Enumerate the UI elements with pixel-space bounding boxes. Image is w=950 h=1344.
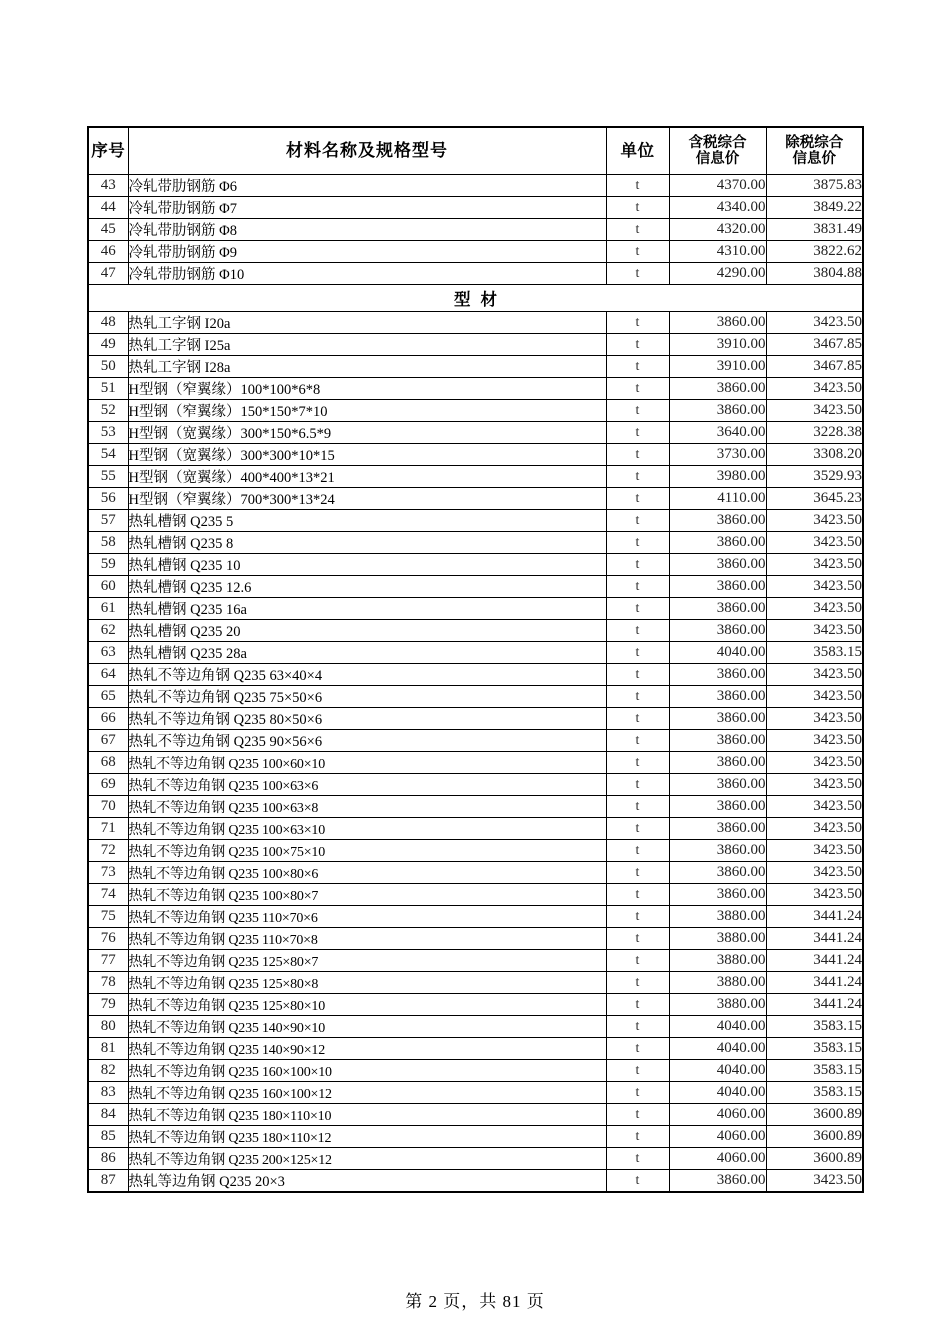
cell-price-tax-inclusive: 3640.00 xyxy=(669,422,766,444)
cell-price-tax-inclusive: 3880.00 xyxy=(669,972,766,994)
cell-serial-number: 44 xyxy=(88,197,128,219)
cell-price-tax-inclusive: 3860.00 xyxy=(669,312,766,334)
cell-material-name: 热轧不等边角钢 Q235 100×63×10 xyxy=(128,818,606,840)
cell-material-name: 热轧不等边角钢 Q235 100×75×10 xyxy=(128,840,606,862)
table-row xyxy=(88,510,863,532)
cell-unit: t xyxy=(606,950,669,972)
cell-material-name: H型钢（宽翼缘）300*150*6.5*9 xyxy=(128,422,606,444)
cell-material-name: 热轧槽钢 Q235 10 xyxy=(128,554,606,576)
cell-material-name: 热轧不等边角钢 Q235 100×63×8 xyxy=(128,796,606,818)
table-row xyxy=(88,378,863,400)
cell-serial-number: 52 xyxy=(88,400,128,422)
cell-unit: t xyxy=(606,400,669,422)
table-row xyxy=(88,752,863,774)
cell-serial-number: 59 xyxy=(88,554,128,576)
cell-material-name: 热轧不等边角钢 Q235 125×80×8 xyxy=(128,972,606,994)
cell-price-tax-inclusive: 3860.00 xyxy=(669,554,766,576)
cell-price-tax-exclusive: 3423.50 xyxy=(766,840,863,862)
cell-serial-number: 54 xyxy=(88,444,128,466)
cell-serial-number: 79 xyxy=(88,994,128,1016)
table-row xyxy=(88,466,863,488)
cell-material-name: 热轧不等边角钢 Q235 100×80×6 xyxy=(128,862,606,884)
cell-serial-number: 87 xyxy=(88,1170,128,1193)
table-header xyxy=(88,127,863,175)
cell-price-tax-exclusive: 3423.50 xyxy=(766,532,863,554)
cell-material-name: 热轧工字钢 I28a xyxy=(128,356,606,378)
table-row xyxy=(88,730,863,752)
material-price-table xyxy=(87,126,864,1193)
cell-price-tax-exclusive: 3600.89 xyxy=(766,1148,863,1170)
cell-price-tax-exclusive: 3583.15 xyxy=(766,642,863,664)
table-row xyxy=(88,356,863,378)
cell-price-tax-inclusive: 3980.00 xyxy=(669,466,766,488)
cell-serial-number: 55 xyxy=(88,466,128,488)
cell-material-name: 热轧不等边角钢 Q235 140×90×12 xyxy=(128,1038,606,1060)
cell-price-tax-exclusive: 3423.50 xyxy=(766,686,863,708)
cell-unit: t xyxy=(606,1170,669,1193)
cell-price-tax-exclusive: 3441.24 xyxy=(766,972,863,994)
cell-price-tax-exclusive: 3600.89 xyxy=(766,1104,863,1126)
cell-price-tax-inclusive: 3860.00 xyxy=(669,730,766,752)
table-row xyxy=(88,862,863,884)
cell-material-name: 热轧不等边角钢 Q235 90×56×6 xyxy=(128,730,606,752)
table-row xyxy=(88,400,863,422)
cell-unit: t xyxy=(606,664,669,686)
cell-serial-number: 60 xyxy=(88,576,128,598)
cell-unit: t xyxy=(606,1060,669,1082)
cell-price-tax-exclusive: 3645.23 xyxy=(766,488,863,510)
cell-unit: t xyxy=(606,730,669,752)
section-header-label: 型材 xyxy=(454,290,507,309)
table-row xyxy=(88,840,863,862)
cell-price-tax-exclusive: 3441.24 xyxy=(766,950,863,972)
cell-material-name: 热轧槽钢 Q235 16a xyxy=(128,598,606,620)
cell-unit: t xyxy=(606,219,669,241)
cell-price-tax-inclusive: 4060.00 xyxy=(669,1104,766,1126)
cell-unit: t xyxy=(606,620,669,642)
cell-price-tax-inclusive: 3860.00 xyxy=(669,620,766,642)
cell-serial-number: 45 xyxy=(88,219,128,241)
cell-price-tax-exclusive: 3423.50 xyxy=(766,312,863,334)
cell-price-tax-exclusive: 3423.50 xyxy=(766,752,863,774)
cell-material-name: 冷轧带肋钢筋 Φ7 xyxy=(128,197,606,219)
cell-material-name: 热轧工字钢 I25a xyxy=(128,334,606,356)
cell-price-tax-inclusive: 4290.00 xyxy=(669,263,766,285)
cell-unit: t xyxy=(606,312,669,334)
table-row xyxy=(88,488,863,510)
cell-price-tax-exclusive: 3423.50 xyxy=(766,1170,863,1193)
cell-unit: t xyxy=(606,466,669,488)
cell-serial-number: 85 xyxy=(88,1126,128,1148)
section-header-cell xyxy=(88,285,863,312)
cell-unit: t xyxy=(606,796,669,818)
cell-material-name: 热轧不等边角钢 Q235 125×80×10 xyxy=(128,994,606,1016)
header-price-excl-line1: 除税综合 xyxy=(785,134,844,151)
table-row xyxy=(88,175,863,197)
page-footer: 第 2 页，共 81 页 xyxy=(405,1292,545,1311)
cell-unit: t xyxy=(606,1016,669,1038)
table-body xyxy=(88,175,863,1193)
cell-serial-number: 86 xyxy=(88,1148,128,1170)
table-row xyxy=(88,884,863,906)
table-row xyxy=(88,444,863,466)
cell-material-name: 热轧等边角钢 Q235 20×3 xyxy=(128,1170,606,1193)
cell-price-tax-inclusive: 4040.00 xyxy=(669,642,766,664)
cell-material-name: 热轧不等边角钢 Q235 140×90×10 xyxy=(128,1016,606,1038)
cell-price-tax-inclusive: 4060.00 xyxy=(669,1148,766,1170)
table-row xyxy=(88,312,863,334)
cell-serial-number: 73 xyxy=(88,862,128,884)
cell-serial-number: 53 xyxy=(88,422,128,444)
table-row xyxy=(88,576,863,598)
cell-unit: t xyxy=(606,356,669,378)
table-row xyxy=(88,1104,863,1126)
cell-price-tax-exclusive: 3831.49 xyxy=(766,219,863,241)
cell-price-tax-inclusive: 3860.00 xyxy=(669,796,766,818)
cell-unit: t xyxy=(606,488,669,510)
cell-material-name: H型钢（窄翼缘）150*150*7*10 xyxy=(128,400,606,422)
cell-material-name: 热轧槽钢 Q235 5 xyxy=(128,510,606,532)
cell-unit: t xyxy=(606,1104,669,1126)
header-unit: 单位 xyxy=(606,127,669,175)
cell-material-name: 热轧不等边角钢 Q235 100×63×6 xyxy=(128,774,606,796)
table-row xyxy=(88,950,863,972)
cell-serial-number: 61 xyxy=(88,598,128,620)
cell-price-tax-inclusive: 3860.00 xyxy=(669,510,766,532)
cell-price-tax-exclusive: 3441.24 xyxy=(766,928,863,950)
cell-unit: t xyxy=(606,708,669,730)
cell-price-tax-inclusive: 3880.00 xyxy=(669,950,766,972)
table-row xyxy=(88,1038,863,1060)
cell-price-tax-exclusive: 3423.50 xyxy=(766,620,863,642)
cell-material-name: 热轧槽钢 Q235 8 xyxy=(128,532,606,554)
cell-price-tax-exclusive: 3308.20 xyxy=(766,444,863,466)
table-row xyxy=(88,774,863,796)
cell-price-tax-exclusive: 3467.85 xyxy=(766,334,863,356)
cell-price-tax-exclusive: 3423.50 xyxy=(766,378,863,400)
cell-material-name: 热轧不等边角钢 Q235 160×100×12 xyxy=(128,1082,606,1104)
table-row xyxy=(88,1170,863,1193)
header-price-incl-line1: 含税综合 xyxy=(688,134,747,151)
table-row xyxy=(88,818,863,840)
cell-price-tax-exclusive: 3423.50 xyxy=(766,554,863,576)
cell-material-name: 热轧不等边角钢 Q235 75×50×6 xyxy=(128,686,606,708)
cell-price-tax-exclusive: 3583.15 xyxy=(766,1016,863,1038)
cell-serial-number: 48 xyxy=(88,312,128,334)
header-price-incl-line2: 信息价 xyxy=(695,151,740,167)
table-row xyxy=(88,1060,863,1082)
table-row xyxy=(88,972,863,994)
cell-unit: t xyxy=(606,334,669,356)
cell-price-tax-inclusive: 3860.00 xyxy=(669,1170,766,1193)
cell-material-name: 热轧槽钢 Q235 12.6 xyxy=(128,576,606,598)
cell-price-tax-inclusive: 3860.00 xyxy=(669,708,766,730)
cell-price-tax-inclusive: 3860.00 xyxy=(669,686,766,708)
cell-unit: t xyxy=(606,598,669,620)
cell-serial-number: 81 xyxy=(88,1038,128,1060)
cell-serial-number: 49 xyxy=(88,334,128,356)
cell-unit: t xyxy=(606,422,669,444)
cell-price-tax-inclusive: 3880.00 xyxy=(669,928,766,950)
cell-material-name: 热轧不等边角钢 Q235 63×40×4 xyxy=(128,664,606,686)
cell-serial-number: 76 xyxy=(88,928,128,950)
cell-serial-number: 78 xyxy=(88,972,128,994)
cell-material-name: 热轧不等边角钢 Q235 200×125×12 xyxy=(128,1148,606,1170)
table-row xyxy=(88,598,863,620)
cell-material-name: 热轧不等边角钢 Q235 100×80×7 xyxy=(128,884,606,906)
cell-serial-number: 65 xyxy=(88,686,128,708)
cell-serial-number: 68 xyxy=(88,752,128,774)
table-row xyxy=(88,1016,863,1038)
cell-serial-number: 70 xyxy=(88,796,128,818)
cell-unit: t xyxy=(606,862,669,884)
cell-unit: t xyxy=(606,532,669,554)
table-row xyxy=(88,1148,863,1170)
cell-price-tax-exclusive: 3441.24 xyxy=(766,994,863,1016)
table-row xyxy=(88,664,863,686)
header-price-excl-line2: 信息价 xyxy=(792,151,836,167)
cell-unit: t xyxy=(606,444,669,466)
cell-price-tax-inclusive: 3860.00 xyxy=(669,664,766,686)
cell-unit: t xyxy=(606,928,669,950)
table-row xyxy=(88,620,863,642)
cell-price-tax-inclusive: 4040.00 xyxy=(669,1082,766,1104)
cell-serial-number: 50 xyxy=(88,356,128,378)
cell-unit: t xyxy=(606,1148,669,1170)
cell-serial-number: 83 xyxy=(88,1082,128,1104)
cell-serial-number: 72 xyxy=(88,840,128,862)
cell-unit: t xyxy=(606,1038,669,1060)
cell-price-tax-exclusive: 3423.50 xyxy=(766,510,863,532)
cell-serial-number: 82 xyxy=(88,1060,128,1082)
cell-price-tax-exclusive: 3423.50 xyxy=(766,796,863,818)
price-table-container xyxy=(87,126,863,1193)
header-price-tax-inclusive xyxy=(669,127,766,175)
cell-price-tax-inclusive: 4370.00 xyxy=(669,175,766,197)
cell-price-tax-exclusive: 3583.15 xyxy=(766,1038,863,1060)
cell-material-name: 热轧工字钢 I20a xyxy=(128,312,606,334)
cell-price-tax-inclusive: 3860.00 xyxy=(669,862,766,884)
cell-price-tax-inclusive: 3910.00 xyxy=(669,356,766,378)
cell-price-tax-inclusive: 3860.00 xyxy=(669,752,766,774)
cell-unit: t xyxy=(606,818,669,840)
cell-serial-number: 80 xyxy=(88,1016,128,1038)
cell-unit: t xyxy=(606,686,669,708)
cell-material-name: H型钢（窄翼缘）700*300*13*24 xyxy=(128,488,606,510)
cell-price-tax-inclusive: 3860.00 xyxy=(669,840,766,862)
cell-serial-number: 77 xyxy=(88,950,128,972)
cell-price-tax-inclusive: 4040.00 xyxy=(669,1038,766,1060)
cell-serial-number: 47 xyxy=(88,263,128,285)
cell-material-name: 冷轧带肋钢筋 Φ8 xyxy=(128,219,606,241)
cell-serial-number: 75 xyxy=(88,906,128,928)
cell-material-name: 热轧不等边角钢 Q235 180×110×12 xyxy=(128,1126,606,1148)
cell-material-name: 冷轧带肋钢筋 Φ9 xyxy=(128,241,606,263)
table-row xyxy=(88,906,863,928)
cell-price-tax-exclusive: 3600.89 xyxy=(766,1126,863,1148)
cell-price-tax-inclusive: 4040.00 xyxy=(669,1060,766,1082)
cell-material-name: 热轧不等边角钢 Q235 160×100×10 xyxy=(128,1060,606,1082)
table-row xyxy=(88,708,863,730)
cell-material-name: 热轧不等边角钢 Q235 80×50×6 xyxy=(128,708,606,730)
cell-price-tax-exclusive: 3423.50 xyxy=(766,708,863,730)
cell-material-name: 冷轧带肋钢筋 Φ6 xyxy=(128,175,606,197)
cell-price-tax-exclusive: 3423.50 xyxy=(766,598,863,620)
table-row xyxy=(88,334,863,356)
header-serial-number: 序号 xyxy=(88,127,128,175)
cell-material-name: 冷轧带肋钢筋 Φ10 xyxy=(128,263,606,285)
cell-unit: t xyxy=(606,576,669,598)
cell-unit: t xyxy=(606,175,669,197)
table-row xyxy=(88,1126,863,1148)
cell-price-tax-inclusive: 3860.00 xyxy=(669,598,766,620)
cell-price-tax-inclusive: 3860.00 xyxy=(669,576,766,598)
cell-price-tax-exclusive: 3423.50 xyxy=(766,884,863,906)
cell-unit: t xyxy=(606,378,669,400)
cell-price-tax-exclusive: 3423.50 xyxy=(766,818,863,840)
cell-serial-number: 74 xyxy=(88,884,128,906)
cell-serial-number: 69 xyxy=(88,774,128,796)
cell-serial-number: 63 xyxy=(88,642,128,664)
cell-material-name: 热轧不等边角钢 Q235 180×110×10 xyxy=(128,1104,606,1126)
cell-unit: t xyxy=(606,840,669,862)
cell-price-tax-exclusive: 3423.50 xyxy=(766,400,863,422)
cell-serial-number: 67 xyxy=(88,730,128,752)
cell-price-tax-inclusive: 3860.00 xyxy=(669,400,766,422)
cell-serial-number: 43 xyxy=(88,175,128,197)
cell-price-tax-exclusive: 3467.85 xyxy=(766,356,863,378)
table-row xyxy=(88,219,863,241)
cell-material-name: 热轧不等边角钢 Q235 125×80×7 xyxy=(128,950,606,972)
cell-unit: t xyxy=(606,554,669,576)
cell-price-tax-inclusive: 4340.00 xyxy=(669,197,766,219)
cell-price-tax-exclusive: 3875.83 xyxy=(766,175,863,197)
table-row xyxy=(88,422,863,444)
cell-material-name: H型钢（宽翼缘）300*300*10*15 xyxy=(128,444,606,466)
cell-price-tax-inclusive: 4110.00 xyxy=(669,488,766,510)
cell-material-name: H型钢（宽翼缘）400*400*13*21 xyxy=(128,466,606,488)
cell-price-tax-exclusive: 3423.50 xyxy=(766,774,863,796)
cell-serial-number: 62 xyxy=(88,620,128,642)
table-row xyxy=(88,241,863,263)
cell-unit: t xyxy=(606,994,669,1016)
table-row xyxy=(88,686,863,708)
cell-unit: t xyxy=(606,972,669,994)
cell-price-tax-inclusive: 3860.00 xyxy=(669,532,766,554)
cell-price-tax-exclusive: 3441.24 xyxy=(766,906,863,928)
table-row xyxy=(88,796,863,818)
cell-price-tax-inclusive: 3860.00 xyxy=(669,378,766,400)
table-row xyxy=(88,532,863,554)
cell-unit: t xyxy=(606,774,669,796)
cell-price-tax-exclusive: 3423.50 xyxy=(766,862,863,884)
cell-serial-number: 46 xyxy=(88,241,128,263)
cell-price-tax-exclusive: 3822.62 xyxy=(766,241,863,263)
header-price-tax-exclusive xyxy=(766,127,863,175)
cell-unit: t xyxy=(606,241,669,263)
table-row xyxy=(88,1082,863,1104)
cell-serial-number: 51 xyxy=(88,378,128,400)
cell-serial-number: 56 xyxy=(88,488,128,510)
cell-material-name: H型钢（窄翼缘）100*100*6*8 xyxy=(128,378,606,400)
cell-material-name: 热轧槽钢 Q235 28a xyxy=(128,642,606,664)
cell-price-tax-inclusive: 3910.00 xyxy=(669,334,766,356)
table-row xyxy=(88,263,863,285)
cell-price-tax-inclusive: 4040.00 xyxy=(669,1016,766,1038)
cell-material-name: 热轧不等边角钢 Q235 110×70×6 xyxy=(128,906,606,928)
cell-price-tax-exclusive: 3583.15 xyxy=(766,1060,863,1082)
cell-serial-number: 84 xyxy=(88,1104,128,1126)
cell-material-name: 热轧不等边角钢 Q235 110×70×8 xyxy=(128,928,606,950)
cell-serial-number: 64 xyxy=(88,664,128,686)
table-row xyxy=(88,642,863,664)
cell-serial-number: 71 xyxy=(88,818,128,840)
cell-unit: t xyxy=(606,752,669,774)
cell-serial-number: 57 xyxy=(88,510,128,532)
table-row xyxy=(88,197,863,219)
cell-price-tax-inclusive: 3730.00 xyxy=(669,444,766,466)
cell-material-name: 热轧槽钢 Q235 20 xyxy=(128,620,606,642)
cell-serial-number: 58 xyxy=(88,532,128,554)
cell-unit: t xyxy=(606,197,669,219)
table-row xyxy=(88,994,863,1016)
table-row xyxy=(88,554,863,576)
cell-unit: t xyxy=(606,906,669,928)
cell-price-tax-exclusive: 3529.93 xyxy=(766,466,863,488)
cell-price-tax-exclusive: 3423.50 xyxy=(766,576,863,598)
cell-unit: t xyxy=(606,510,669,532)
cell-serial-number: 66 xyxy=(88,708,128,730)
cell-price-tax-exclusive: 3423.50 xyxy=(766,730,863,752)
cell-price-tax-inclusive: 3860.00 xyxy=(669,774,766,796)
table-row xyxy=(88,928,863,950)
cell-price-tax-inclusive: 3880.00 xyxy=(669,994,766,1016)
cell-unit: t xyxy=(606,263,669,285)
cell-price-tax-exclusive: 3849.22 xyxy=(766,197,863,219)
cell-price-tax-inclusive: 4320.00 xyxy=(669,219,766,241)
cell-unit: t xyxy=(606,1126,669,1148)
cell-price-tax-exclusive: 3583.15 xyxy=(766,1082,863,1104)
cell-price-tax-inclusive: 4060.00 xyxy=(669,1126,766,1148)
cell-unit: t xyxy=(606,642,669,664)
cell-price-tax-inclusive: 3860.00 xyxy=(669,818,766,840)
cell-price-tax-exclusive: 3228.38 xyxy=(766,422,863,444)
cell-unit: t xyxy=(606,884,669,906)
section-header-row xyxy=(88,285,863,312)
cell-material-name: 热轧不等边角钢 Q235 100×60×10 xyxy=(128,752,606,774)
table-header-row xyxy=(88,127,863,175)
cell-price-tax-exclusive: 3804.88 xyxy=(766,263,863,285)
header-material-name: 材料名称及规格型号 xyxy=(128,127,606,175)
cell-price-tax-exclusive: 3423.50 xyxy=(766,664,863,686)
cell-unit: t xyxy=(606,1082,669,1104)
cell-price-tax-inclusive: 3880.00 xyxy=(669,906,766,928)
cell-price-tax-inclusive: 3860.00 xyxy=(669,884,766,906)
cell-price-tax-inclusive: 4310.00 xyxy=(669,241,766,263)
